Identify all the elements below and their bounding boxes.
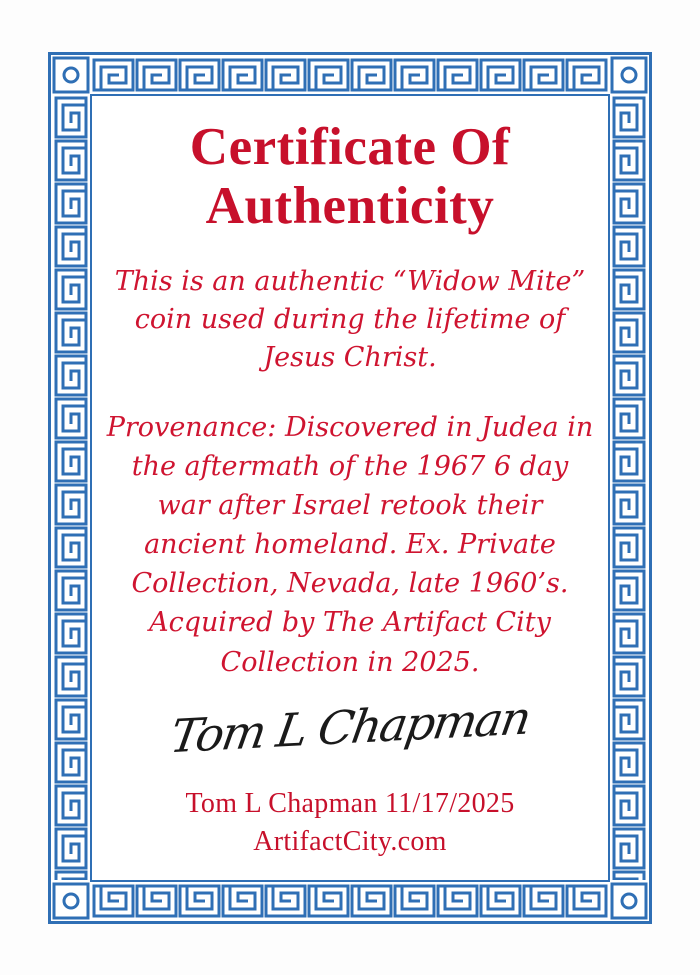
border-corner-top-right <box>610 56 648 94</box>
signature-area <box>104 690 596 786</box>
signed-date: 11/17/2025 <box>384 787 515 819</box>
border-corner-bottom-left <box>52 882 90 920</box>
greek-key-border-top <box>92 56 608 94</box>
border-corner-bottom-right <box>610 882 648 920</box>
certificate-title <box>104 118 596 237</box>
certificate-card <box>48 52 652 924</box>
greek-key-border-left <box>52 96 90 880</box>
signer-name-and-date <box>104 788 596 820</box>
handwritten-signature: Tom L Chapman <box>166 690 534 763</box>
signer-name: Tom L Chapman <box>185 787 385 819</box>
certificate-content <box>104 108 596 868</box>
certificate-title-line1: Certificate Of <box>189 118 511 176</box>
greek-key-border-bottom <box>92 882 608 920</box>
authenticity-statement: This is an authentic “Widow Mite” coin used during the lifetime of Jesus Christ. <box>114 265 586 374</box>
website-line: ArtifactCity.com <box>253 825 447 857</box>
provenance-statement: Provenance: Discovered in Judea in the aftermath of the 1967 6 day war after Israel retook their ancient homeland. Ex. Private Collection, Nevada, late 1960’s. Acquired by The Artifact City Collection in 2025. <box>106 411 594 678</box>
certificate-title-line2: Authenticity <box>205 177 495 236</box>
greek-key-border-right <box>610 96 648 880</box>
border-corner-top-left <box>52 56 90 94</box>
